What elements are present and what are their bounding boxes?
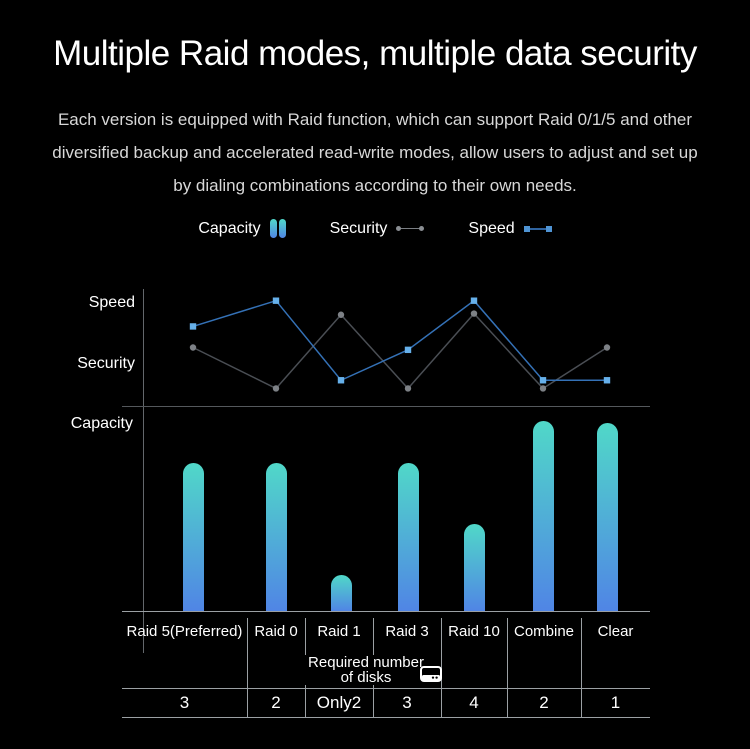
raid-mode-cell: Raid 3 <box>385 622 429 640</box>
required-disks-label: Required number of disks <box>302 655 430 685</box>
disk-count-cell: 4 <box>469 692 479 712</box>
subtitle-line: diversified backup and accelerated read-write modes, allow users to adjust and set up <box>52 143 698 162</box>
disk-count-cell: 2 <box>271 692 281 712</box>
speed-data-point <box>540 377 546 383</box>
capacity-bar <box>398 463 419 611</box>
disk-count-cell: 2 <box>539 692 549 712</box>
disk-count-cell: 3 <box>402 692 412 712</box>
capacity-bar <box>597 423 618 611</box>
security-data-point <box>471 310 477 316</box>
disk-count-cell: 3 <box>179 692 190 712</box>
subtitle-line: by dialing combinations according to their own needs. <box>173 176 577 195</box>
hard-disk-icon <box>420 666 442 682</box>
speed-data-point <box>338 377 344 383</box>
raid-mode-cell: Combine <box>513 622 575 640</box>
raid-mode-cell: Raid 0 <box>254 622 298 640</box>
speed-data-point <box>604 377 610 383</box>
capacity-bar <box>464 524 485 611</box>
security-line-series <box>190 310 610 391</box>
raid-mode-cell: Raid 10 <box>448 622 500 640</box>
raid-mode-cell: Raid 1 <box>317 622 361 640</box>
security-axis-label: Security <box>77 355 135 372</box>
security-data-point <box>338 312 344 318</box>
security-data-point <box>604 344 610 350</box>
speed-data-point <box>273 298 279 304</box>
speed-data-point <box>471 298 477 304</box>
legend-capacity-label: Capacity <box>198 219 261 237</box>
capacity-bar <box>183 463 204 611</box>
subtitle-line: Each version is equipped with Raid function, which can support Raid 0/1/5 and other <box>57 110 693 129</box>
security-data-point <box>273 385 279 391</box>
page-title: Multiple Raid modes, multiple data security <box>53 34 697 73</box>
speed-line-series <box>190 298 610 384</box>
speed-data-point <box>190 323 196 329</box>
disk-count-cell: 1 <box>610 692 621 712</box>
speed-axis-label: Speed <box>88 294 135 311</box>
raid-mode-cell: Clear <box>597 622 634 640</box>
security-data-point <box>405 385 411 391</box>
disk-count-cell: Only2 <box>316 692 362 712</box>
capacity-bar <box>266 463 287 611</box>
security-data-point <box>190 344 196 350</box>
raid-mode-cell: Raid 5(Preferred) <box>126 622 243 640</box>
security-data-point <box>540 385 546 391</box>
table-column-separator <box>247 618 248 717</box>
legend-speed-label: Speed <box>468 219 515 237</box>
capacity-bar <box>331 575 352 611</box>
capacity-axis-label: Capacity <box>70 415 133 432</box>
legend-security-label: Security <box>329 219 388 237</box>
speed-data-point <box>405 347 411 353</box>
table-column-separator <box>581 618 582 717</box>
table-column-separator <box>507 618 508 717</box>
capacity-bar <box>533 421 554 611</box>
